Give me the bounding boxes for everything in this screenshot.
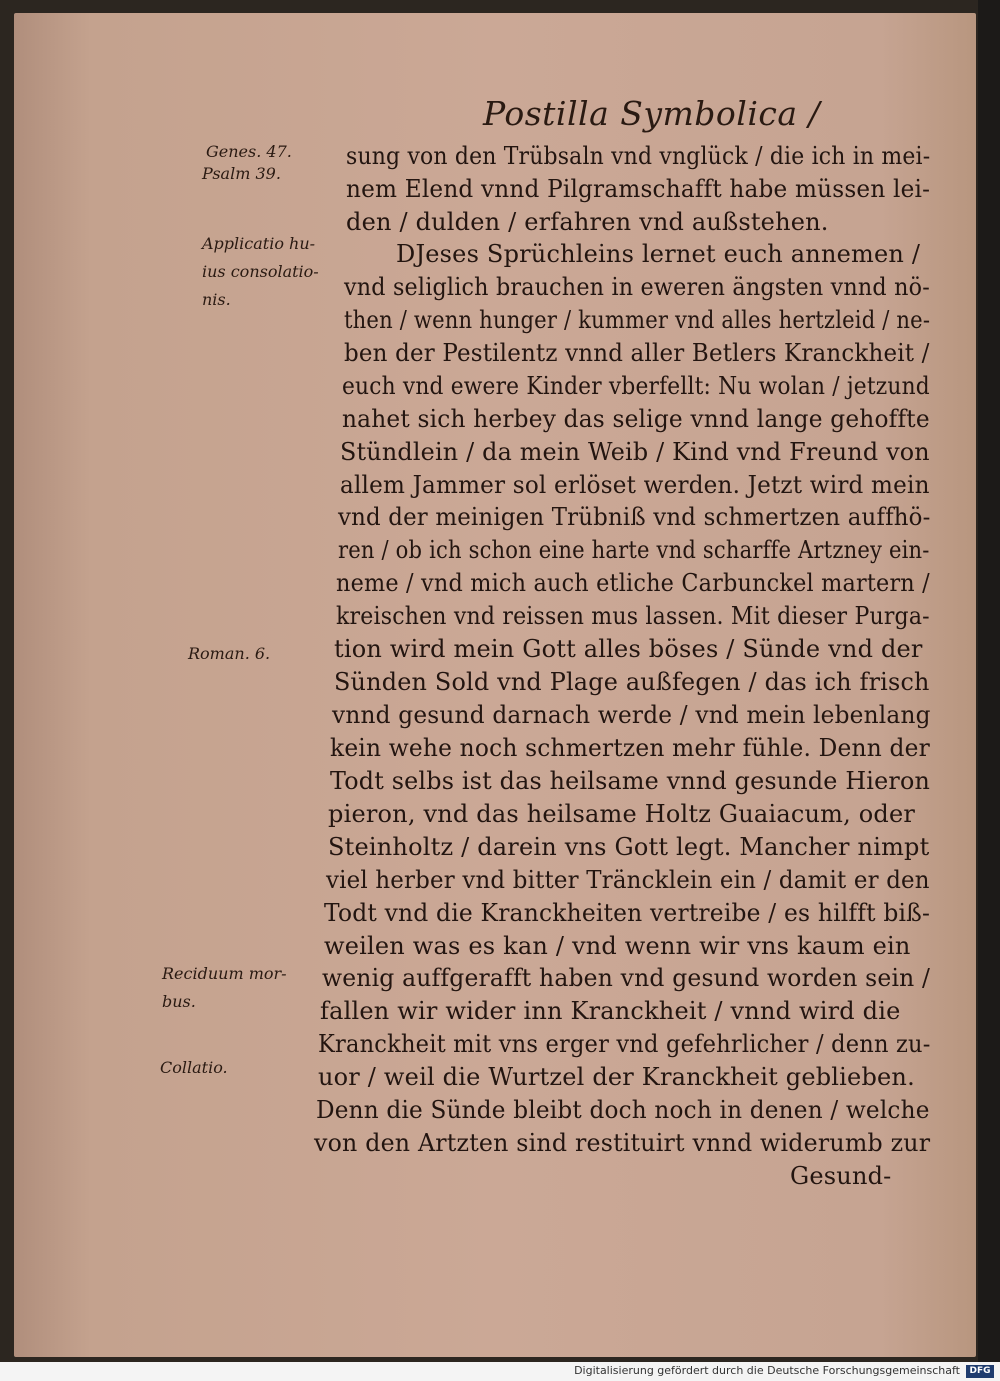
margin-note: Collatio. [160,1058,228,1077]
text-line: tion wird mein Gott alles böses / Sünde vnd der [334,635,923,663]
catchword: Gesund- [790,1162,892,1190]
text-line: kein wehe noch schmertzen mehr fühle. Denn der [330,734,930,762]
text-line: Kranckheit mit vns erger vnd gefehrlicher / denn zu- [318,1030,931,1058]
text-line: Denn die Sünde bleibt doch noch in denen / welche [316,1096,930,1124]
text-line: Todt vnd die Kranckheiten vertreibe / es hilfft biß- [324,899,931,927]
text-line: Stündlein / da mein Weib / Kind vnd Freund von [340,438,930,466]
margin-note: Psalm 39. [202,164,281,183]
margin-note: nis. [202,290,231,309]
text-line: Todt selbs ist das heilsame vnnd gesunde Hieron [330,767,931,795]
text-line: pieron, vnd das heilsame Holtz Guaiacum, oder [328,800,916,828]
text-line: kreischen vnd reissen mus lassen. Mit dieser Purga- [336,602,930,630]
margin-note: Applicatio hu- [202,234,316,253]
text-line: vnnd gesund darnach werde / vnd mein lebenlang [332,701,931,729]
text-line: DJeses Sprüchleins lernet euch annemen / [396,240,921,268]
text-line: fallen wir wider inn Kranckheit / vnnd wird die [320,997,901,1025]
footer-bar [0,1362,1000,1381]
margin-note: ius consolatio- [202,262,319,281]
text-line: sung von den Trübsaln vnd vnglück / die ich in mei- [346,142,931,170]
text-line: vnd der meinigen Trübniß vnd schmertzen auffhö- [338,503,931,531]
text-line: vnd seliglich brauchen in eweren ängsten vnnd nö- [344,273,930,301]
funding-note: Digitalisierung gefördert durch die Deutsche Forschungsgemeinschaft [574,1364,960,1377]
text-line: euch vnd ewere Kinder vberfellt: Nu wolan / jetzund [342,372,930,400]
margin-note: bus. [162,992,196,1011]
text-line: von den Artzten sind restituirt vnnd widerumb zur [314,1129,931,1157]
text-line: nem Elend vnnd Pilgramschafft habe müssen lei- [346,175,931,203]
text-line: neme / vnd mich auch etliche Carbunckel martern / [336,569,930,597]
dfg-logo: DFG [966,1365,994,1378]
text-line: weilen was es kan / vnd wenn wir vns kaum ein [324,932,911,960]
margin-note: Genes. 47. [206,142,292,161]
text-line: uor / weil die Wurtzel der Kranckheit geblieben. [318,1063,915,1091]
text-line: ben der Pestilentz vnnd aller Betlers Kranckheit / [344,339,930,367]
text-line: nahet sich herbey das selige vnnd lange gehoffte [342,405,930,433]
margin-note: Reciduum mor- [162,964,287,983]
text-line: allem Jammer sol erlöset werden. Jetzt wird mein [340,471,930,499]
text-line: then / wenn hunger / kummer vnd alles hertzleid / ne- [344,306,931,334]
text-line: viel herber vnd bitter Träncklein ein / damit er den [326,866,930,894]
text-line: Sünden Sold vnd Plage außfegen / das ich frisch [334,668,930,696]
margin-note: Roman. 6. [188,644,271,663]
text-line: wenig auffgerafft haben vnd gesund worden sein / [322,964,931,992]
running-head: Postilla Symbolica / [483,94,821,133]
text-line: ren / ob ich schon eine harte vnd scharffe Artzney ein- [338,536,930,564]
text-line: den / dulden / erfahren vnd außstehen. [346,208,829,236]
text-line: Steinholtz / darein vns Gott legt. Mancher nimpt [328,833,930,861]
